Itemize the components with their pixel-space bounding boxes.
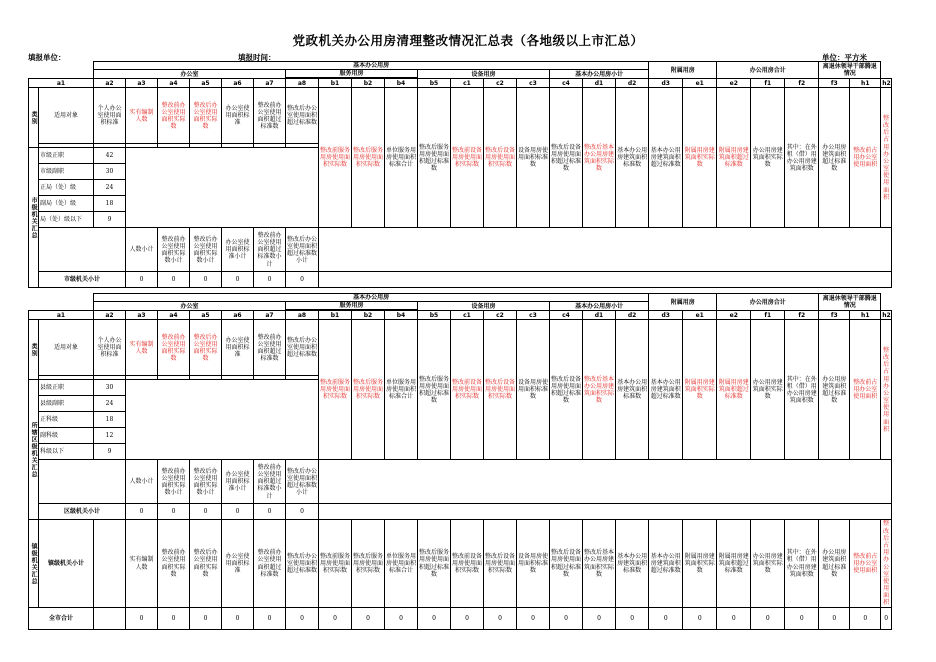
empty-cell	[94, 520, 126, 607]
table-cell: 整改后基本办公用房建筑面积实际数	[583, 88, 616, 228]
table-cell: 0	[254, 272, 286, 288]
table-cell: 整改前办公室使用面积超过标准数小计	[254, 460, 286, 504]
group-office-total: 办公用房合计	[717, 62, 819, 79]
table-cell: d3	[649, 79, 683, 88]
table-cell: a1	[29, 311, 94, 320]
table-cell: 整改后基本办公用房建筑面积实际数	[583, 520, 616, 607]
table-cell: 0	[319, 607, 352, 629]
empty-cell	[319, 228, 892, 272]
table-cell: e1	[683, 311, 717, 320]
table-cell: 整改后办公室使用面积超过标准数小计	[286, 460, 319, 504]
table-cell: 整改后服务用房使用面积实际数	[352, 88, 385, 228]
table-cell: b4	[385, 311, 418, 320]
table-cell: c3	[517, 79, 550, 88]
table-cell: 设备用房	[418, 302, 550, 311]
table-cell: 基本办公用房小计	[550, 302, 649, 311]
table-cell: d2	[616, 311, 649, 320]
table-cell: 0	[126, 607, 158, 629]
table-cell: 0	[850, 607, 881, 629]
group-equipment: 设备用房	[418, 70, 550, 79]
grand-total-row	[29, 607, 892, 629]
table-cell: 整改后办公室使用面积超过标准数	[286, 88, 319, 144]
empty-cell	[319, 460, 892, 504]
table-cell: a3	[126, 79, 158, 88]
table-cell: 附属用房建筑面积超过标准数	[717, 520, 751, 607]
grand-total-label: 全市合计	[29, 607, 94, 629]
table-cell: 整改后服务用房使用面积实际数	[352, 320, 385, 460]
group-basic-subtotal: 基本办公用房小计	[550, 70, 649, 79]
table-cell: 整改后办公室使用面积实际数	[190, 320, 222, 376]
table-cell: a8	[286, 311, 319, 320]
table-cell: 实有编制人数	[126, 520, 158, 607]
table-cell: 18	[94, 412, 126, 428]
table-cell: 附属用房建筑面积实际数	[683, 520, 717, 607]
table-cell: 副科级	[39, 428, 94, 444]
table-cell: 办公用房建筑面积超过标准数	[819, 520, 850, 607]
table-cell: 0	[222, 504, 254, 520]
table-cell: f1	[751, 79, 785, 88]
table-cell: b4	[385, 79, 418, 88]
table-cell: 区级机关小计	[39, 504, 126, 520]
page-title: 党政机关办公用房清理整改情况汇总表（各地级以上市汇总）	[292, 33, 644, 48]
table-cell: 附属用房	[649, 294, 717, 311]
table-cell: 整改前服务用房使用面积实际数	[319, 88, 352, 228]
table-cell: 办公室使用面积标准	[222, 88, 254, 144]
side-district: 所辖区级机关汇总	[29, 380, 39, 520]
empty-cell	[319, 272, 892, 288]
table-cell: 办公用房合计	[717, 294, 819, 311]
table-cell: 整改前设备用房使用面积实际数	[451, 88, 484, 228]
table-cell: 整改后办公室使用面积实际数小计	[190, 228, 222, 272]
table-cell: 办公室使用面积标准小计	[222, 460, 254, 504]
city-level-std: 42	[94, 148, 126, 164]
table-cell: 0	[158, 607, 190, 629]
empty-cell	[29, 294, 94, 311]
table-cell: 其中：在外租（借）用办公用房建筑面积数	[785, 88, 819, 228]
table-cell: f3	[819, 311, 850, 320]
table-cell: 整改前办公室使用面积超过标准数	[254, 520, 286, 607]
table-cell: a8	[286, 79, 319, 88]
table-cell: h1	[850, 311, 881, 320]
empty-cell	[39, 460, 126, 504]
table-cell: a5	[190, 311, 222, 320]
table-cell: c4	[550, 79, 583, 88]
table-cell: 设备用房使用面积标准数	[517, 88, 550, 228]
table-cell: 办公室使用面积标准小计	[222, 228, 254, 272]
table-cell: 整改前办公室使用面积实际数小计	[158, 228, 190, 272]
table-cell: 0	[222, 607, 254, 629]
table-cell: 整改前办公室使用面积超过标准数小计	[254, 228, 286, 272]
table-row	[29, 311, 892, 320]
table-cell: 0	[286, 504, 319, 520]
empty-cell	[126, 148, 319, 228]
table-cell: 办公用房建筑面积超过标准数	[819, 320, 850, 460]
table-cell: b2	[352, 311, 385, 320]
table-cell: 整改后办公室使用面积超过标准数小计	[286, 228, 319, 272]
table-cell: 整改后设备用房使用面积实际数	[484, 320, 517, 460]
table-cell: h2	[882, 311, 891, 319]
table-cell: f2	[785, 311, 819, 320]
group-annex: 附属用房	[649, 62, 717, 79]
table-cell: c2	[484, 311, 517, 320]
table-cell: 整改前占用办公室使用面积	[850, 320, 881, 460]
table-cell: 24	[94, 396, 126, 412]
table-cell: 整改前办公室使用面积实际数小计	[158, 460, 190, 504]
table-cell: 9	[94, 212, 126, 228]
empty-cell	[94, 607, 126, 629]
table-cell: 基本办公用房建筑面积标准数	[616, 520, 649, 607]
reporting-unit-label: 填报单位：	[28, 53, 66, 62]
table-cell: 附属用房建筑面积实际数	[683, 320, 717, 460]
table-cell: c2	[484, 79, 517, 88]
table-cell: 整改后设备用房使用面积实际数	[484, 520, 517, 607]
table-row	[29, 460, 892, 504]
table-cell: 整改后办公室使用面积超过标准数	[286, 320, 319, 376]
district-summary-table	[28, 293, 892, 630]
table-cell: c1	[451, 311, 484, 320]
table-cell: 整改后占用办公室使用面积	[881, 88, 892, 228]
table-cell: 0	[352, 607, 385, 629]
table-row	[29, 320, 892, 376]
table-cell: 实有编制人数	[126, 88, 158, 144]
table-cell: 整改前占用办公室使用面积	[850, 88, 881, 228]
table-cell: 办公用房建筑面积实际数	[751, 88, 785, 228]
table-cell: 设备用房使用面积标准数	[517, 320, 550, 460]
table-cell: 科级以下	[39, 444, 94, 460]
empty-cell	[319, 504, 892, 520]
table-cell: 整改后服务用房使用面积超过标准数	[418, 320, 451, 460]
table-cell: a4	[158, 311, 190, 320]
table-cell: 0	[683, 607, 717, 629]
table-cell: 适用对象	[39, 320, 94, 376]
table-cell: 整改前设备用房使用面积实际数	[451, 520, 484, 607]
table-cell: 0	[126, 272, 158, 288]
table-row	[29, 228, 892, 272]
table-cell: 附属用房建筑面积超过标准数	[717, 88, 751, 228]
table-cell: 市级机关小计	[39, 272, 126, 288]
group-office: 办公室	[94, 70, 286, 79]
table-cell: 人数小计	[126, 228, 158, 272]
table-cell: a5	[190, 79, 222, 88]
table-cell: 副局（处）级	[39, 196, 94, 212]
table-cell: 整改后办公室使用面积实际数	[190, 88, 222, 144]
table-cell: f3	[819, 79, 850, 88]
table-cell: 单位服务用房使用面积标准合计	[385, 320, 418, 460]
table-cell: d2	[616, 79, 649, 88]
table-cell: d1	[583, 79, 616, 88]
table-cell: 24	[94, 180, 126, 196]
table-cell: 办公室使用面积标准	[222, 320, 254, 376]
table-cell: 整改前办公室使用面积实际数	[158, 88, 190, 144]
table-cell: 办公室	[94, 302, 286, 311]
table-cell: 附属用房建筑面积实际数	[683, 88, 717, 228]
table-cell: 0	[881, 607, 892, 629]
district-subtotal-row	[29, 504, 892, 520]
table-cell: 0	[616, 607, 649, 629]
table-cell: 整改前占用办公室使用面积	[850, 520, 881, 607]
table-cell: 0	[190, 272, 222, 288]
table-row	[29, 294, 892, 302]
table-cell: 整改后服务用房使用面积超过标准数	[418, 520, 451, 607]
table-cell: 整改后设备用房使用面积超过标准数	[550, 520, 583, 607]
table-cell: 基本办公用房建筑面积超过标准数	[649, 320, 683, 460]
side-city: 市级机关汇总	[29, 148, 39, 288]
table-cell: 0	[819, 607, 850, 629]
group-basic-office: 基本办公用房	[94, 62, 649, 70]
table-cell: d1	[583, 311, 616, 320]
table-cell: a7	[254, 79, 286, 88]
table-cell: a4	[158, 79, 190, 88]
table-cell: 0	[126, 504, 158, 520]
table-cell: b5	[418, 311, 451, 320]
side-category: 类别	[29, 88, 39, 148]
table-cell: 基本办公用房建筑面积超过标准数	[649, 88, 683, 228]
table-cell: b5	[418, 79, 451, 88]
table-cell: 正科级	[39, 412, 94, 428]
table-cell: a1	[29, 79, 94, 88]
measure-unit-label: 单位：平方米	[822, 53, 867, 62]
table-cell: f1	[751, 311, 785, 320]
table-cell: 整改前服务用房使用面积实际数	[319, 320, 352, 460]
city-summary-table	[28, 61, 892, 288]
table-cell: 服务用房	[286, 302, 418, 310]
empty-cell	[29, 62, 94, 79]
table-cell: e1	[683, 79, 717, 88]
table-cell: 0	[254, 607, 286, 629]
table-cell: 其中：在外租（借）用办公用房建筑面积数	[785, 320, 819, 460]
table-cell: 0	[286, 272, 319, 288]
town-summary-row	[29, 520, 892, 607]
table-cell: 办公用房建筑面积实际数	[751, 520, 785, 607]
table-cell: 整改前服务用房使用面积实际数	[319, 520, 352, 607]
table-cell: 整改后设备用房使用面积实际数	[484, 88, 517, 228]
group-retired: 离退休领导干部腾退情况	[819, 62, 881, 79]
table-cell: 0	[190, 504, 222, 520]
table-cell: 基本办公用房建筑面积超过标准数	[649, 520, 683, 607]
table-cell: 0	[158, 504, 190, 520]
table-cell: 离退休领导干部腾退情况	[819, 294, 881, 311]
table-cell: 单位服务用房使用面积标准合计	[385, 520, 418, 607]
table-cell: 9	[94, 444, 126, 460]
table-cell: 其中：在外租（借）用办公用房建筑面积数	[785, 520, 819, 607]
table-cell: a2	[94, 79, 126, 88]
city-level-name: 市级正职	[39, 148, 94, 164]
table-cell: b1	[319, 79, 352, 88]
table-cell: 人数小计	[126, 460, 158, 504]
applicable-label: 适用对象	[39, 88, 94, 144]
table-row	[29, 88, 892, 144]
table-cell: 0	[583, 607, 616, 629]
table-cell: 12	[94, 428, 126, 444]
table-cell: 0	[484, 607, 517, 629]
code-row	[29, 79, 892, 88]
table-cell: 0	[286, 607, 319, 629]
table-cell: a2	[94, 311, 126, 320]
table-cell: e2	[717, 79, 751, 88]
table-cell: 0	[785, 607, 819, 629]
table-row	[29, 62, 892, 70]
table-cell: 0	[751, 607, 785, 629]
table-cell: 县级副职	[39, 396, 94, 412]
table-cell: 整改后基本办公用房建筑面积实际数	[583, 320, 616, 460]
table-cell: a7	[254, 311, 286, 320]
table-cell: c4	[550, 311, 583, 320]
table-cell: 镇级机关小计	[39, 520, 94, 607]
table-cell: 整改后服务用房使用面积超过标准数	[418, 88, 451, 228]
table-cell: 0	[717, 607, 751, 629]
table-cell: h2	[882, 79, 891, 87]
table-cell: 办公室使用面积标准	[222, 520, 254, 607]
table-cell: 设备用房使用面积标准数	[517, 520, 550, 607]
table-cell: a6	[222, 79, 254, 88]
table-cell: 整改后服务用房使用面积实际数	[352, 520, 385, 607]
table-cell: 个人办公室使用面积标准	[94, 320, 126, 376]
table-cell: 整改后占用办公室使用面积	[881, 520, 892, 607]
table-cell: 整改前办公室使用面积超过标准数	[254, 320, 286, 376]
empty-cell	[39, 228, 126, 272]
table-cell: 正局（处）级	[39, 180, 94, 196]
table-cell: 0	[190, 607, 222, 629]
table-cell: 0	[385, 607, 418, 629]
table-cell: 0	[550, 607, 583, 629]
table-cell: f2	[785, 79, 819, 88]
table-cell: d3	[649, 311, 683, 320]
table-cell: 18	[94, 196, 126, 212]
table-cell: 基本办公用房建筑面积标准数	[616, 320, 649, 460]
table-cell: 附属用房建筑面积超过标准数	[717, 320, 751, 460]
table-cell: 整改后办公室使用面积实际数小计	[190, 460, 222, 504]
table-cell: 整改前设备用房使用面积实际数	[451, 320, 484, 460]
table-cell: 类别	[29, 320, 39, 380]
table-cell: 整改前办公室使用面积实际数	[158, 320, 190, 376]
table-cell: 整改后设备用房使用面积超过标准数	[550, 88, 583, 228]
city-subtotal-row	[29, 272, 892, 288]
table-cell: 基本办公用房建筑面积标准数	[616, 88, 649, 228]
table-cell: 0	[649, 607, 683, 629]
table-cell: h1	[850, 79, 881, 88]
table-cell: 0	[517, 607, 550, 629]
table-cell: 办公用房建筑面积超过标准数	[819, 88, 850, 228]
table-cell: b1	[319, 311, 352, 320]
table-cell: a6	[222, 311, 254, 320]
table-cell: 局（处）级以下	[39, 212, 94, 228]
table-cell: c3	[517, 311, 550, 320]
table-cell: 整改前办公室使用面积超过标准数	[254, 88, 286, 144]
district-level-name: 县级正职	[39, 380, 94, 396]
table-cell: 实有编制人数	[126, 320, 158, 376]
table-cell: b2	[352, 79, 385, 88]
table-cell: 0	[418, 607, 451, 629]
side-town: 镇级机关汇总	[29, 520, 39, 607]
table-cell: 整改后设备用房使用面积超过标准数	[550, 320, 583, 460]
table-cell: 30	[94, 380, 126, 396]
empty-cell	[126, 380, 319, 460]
table-cell: 个人办公室使用面积标准	[94, 88, 126, 144]
table-cell: 市级副职	[39, 164, 94, 180]
table-cell: c1	[451, 79, 484, 88]
table-cell: 整改后占用办公室使用面积	[881, 320, 892, 460]
group-service: 服务用房	[286, 70, 418, 78]
table-cell: 整改后办公室使用面积实际数	[190, 520, 222, 607]
table-cell: 0	[158, 272, 190, 288]
table-cell: 整改后办公室使用面积超过标准数	[286, 520, 319, 607]
table-cell: 0	[451, 607, 484, 629]
table-cell: 30	[94, 164, 126, 180]
table-cell: 基本办公用房	[94, 294, 649, 302]
table-cell: 单位服务用房使用面积标准合计	[385, 88, 418, 228]
reporting-time-label: 填报时间：	[238, 53, 276, 62]
table-cell: 0	[222, 272, 254, 288]
table-cell: 0	[254, 504, 286, 520]
table-cell: a3	[126, 311, 158, 320]
table-cell: 整改前办公室使用面积实际数	[158, 520, 190, 607]
table-cell: 办公用房建筑面积实际数	[751, 320, 785, 460]
table-cell: e2	[717, 311, 751, 320]
